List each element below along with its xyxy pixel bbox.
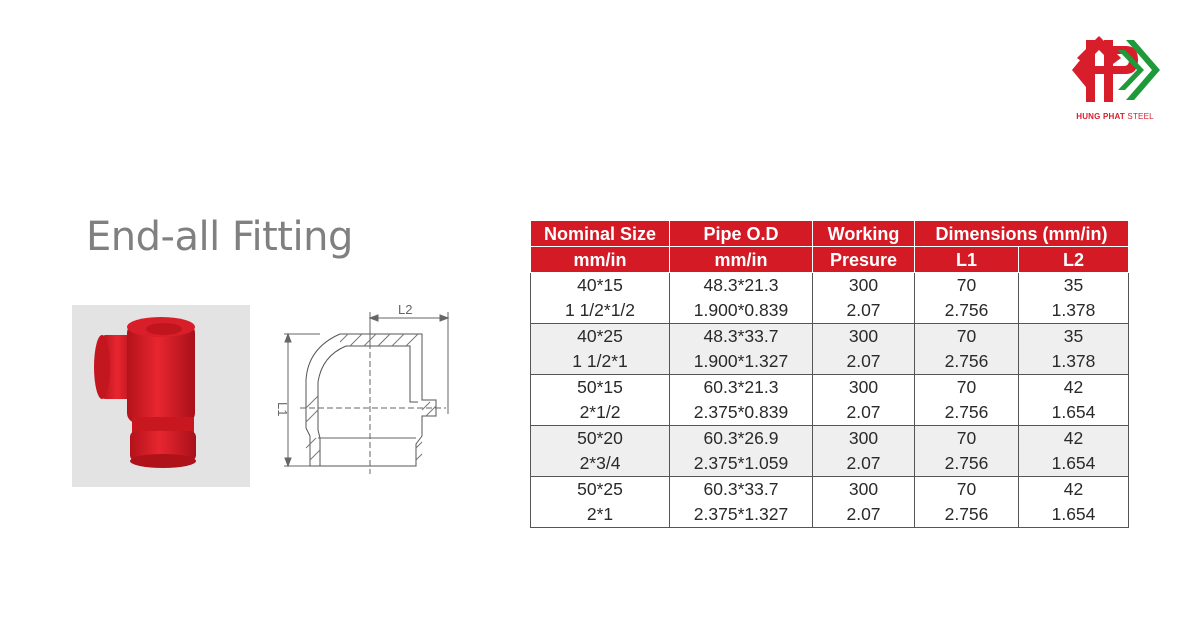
cell-l1: 70 2.756 [915,477,1019,528]
table-row [531,375,1129,426]
table-row [531,477,1129,528]
cell-l1: 70 2.756 [915,324,1019,375]
cell-l2: 42 1.654 [1019,375,1129,426]
subheader-presure: Presure [813,247,915,273]
subheader-l2: L2 [1019,247,1129,273]
cell-pipe-od: 60.3*21.3 2.375*0.839 [670,375,813,426]
cell-l1: 70 2.756 [915,375,1019,426]
table-subheader-row [531,247,1129,273]
cell-pipe-od: 60.3*33.7 2.375*1.327 [670,477,813,528]
header-nominal-size: Nominal Size [531,221,670,247]
table-header-row [531,221,1129,247]
subheader-pipe-unit: mm/in [670,247,813,273]
cell-l1: 70 2.756 [915,273,1019,324]
table-row [531,426,1129,477]
cell-pipe-od: 48.3*21.3 1.900*0.839 [670,273,813,324]
cell-l1: 70 2.756 [915,426,1019,477]
cell-l2: 35 1.378 [1019,324,1129,375]
subheader-nominal-unit: mm/in [531,247,670,273]
header-working: Working [813,221,915,247]
spec-table [530,220,1129,528]
cell-nominal: 40*15 1 1/2*1/2 [531,273,670,324]
cell-working: 300 2.07 [813,324,915,375]
l1-label: L1 [275,402,290,417]
cell-nominal: 50*20 2*3/4 [531,426,670,477]
header-dimensions: Dimensions (mm/in) [915,221,1129,247]
header-pipe-od: Pipe O.D [670,221,813,247]
cell-nominal: 50*15 2*1/2 [531,375,670,426]
l2-label: L2 [398,302,413,317]
cell-pipe-od: 48.3*33.7 1.900*1.327 [670,324,813,375]
cell-nominal: 50*25 2*1 [531,477,670,528]
cell-working: 300 2.07 [813,426,915,477]
cell-l2: 42 1.654 [1019,477,1129,528]
cell-working: 300 2.07 [813,375,915,426]
cell-nominal: 40*25 1 1/2*1 [531,324,670,375]
table-row [531,273,1129,324]
cell-working: 300 2.07 [813,477,915,528]
hung-phat-logo [1060,30,1170,125]
product-photo [72,305,250,487]
table-row [531,324,1129,375]
subheader-l1: L1 [915,247,1019,273]
cell-l2: 42 1.654 [1019,426,1129,477]
logo-caption: HUNG PHAT STEEL [1076,112,1154,121]
page-title: End-all Fitting [86,214,353,260]
cell-pipe-od: 60.3*26.9 2.375*1.059 [670,426,813,477]
hp-logo-icon [1066,30,1166,110]
technical-drawing [270,298,460,483]
red-fitting-image [72,305,250,487]
cell-working: 300 2.07 [813,273,915,324]
cell-l2: 35 1.378 [1019,273,1129,324]
